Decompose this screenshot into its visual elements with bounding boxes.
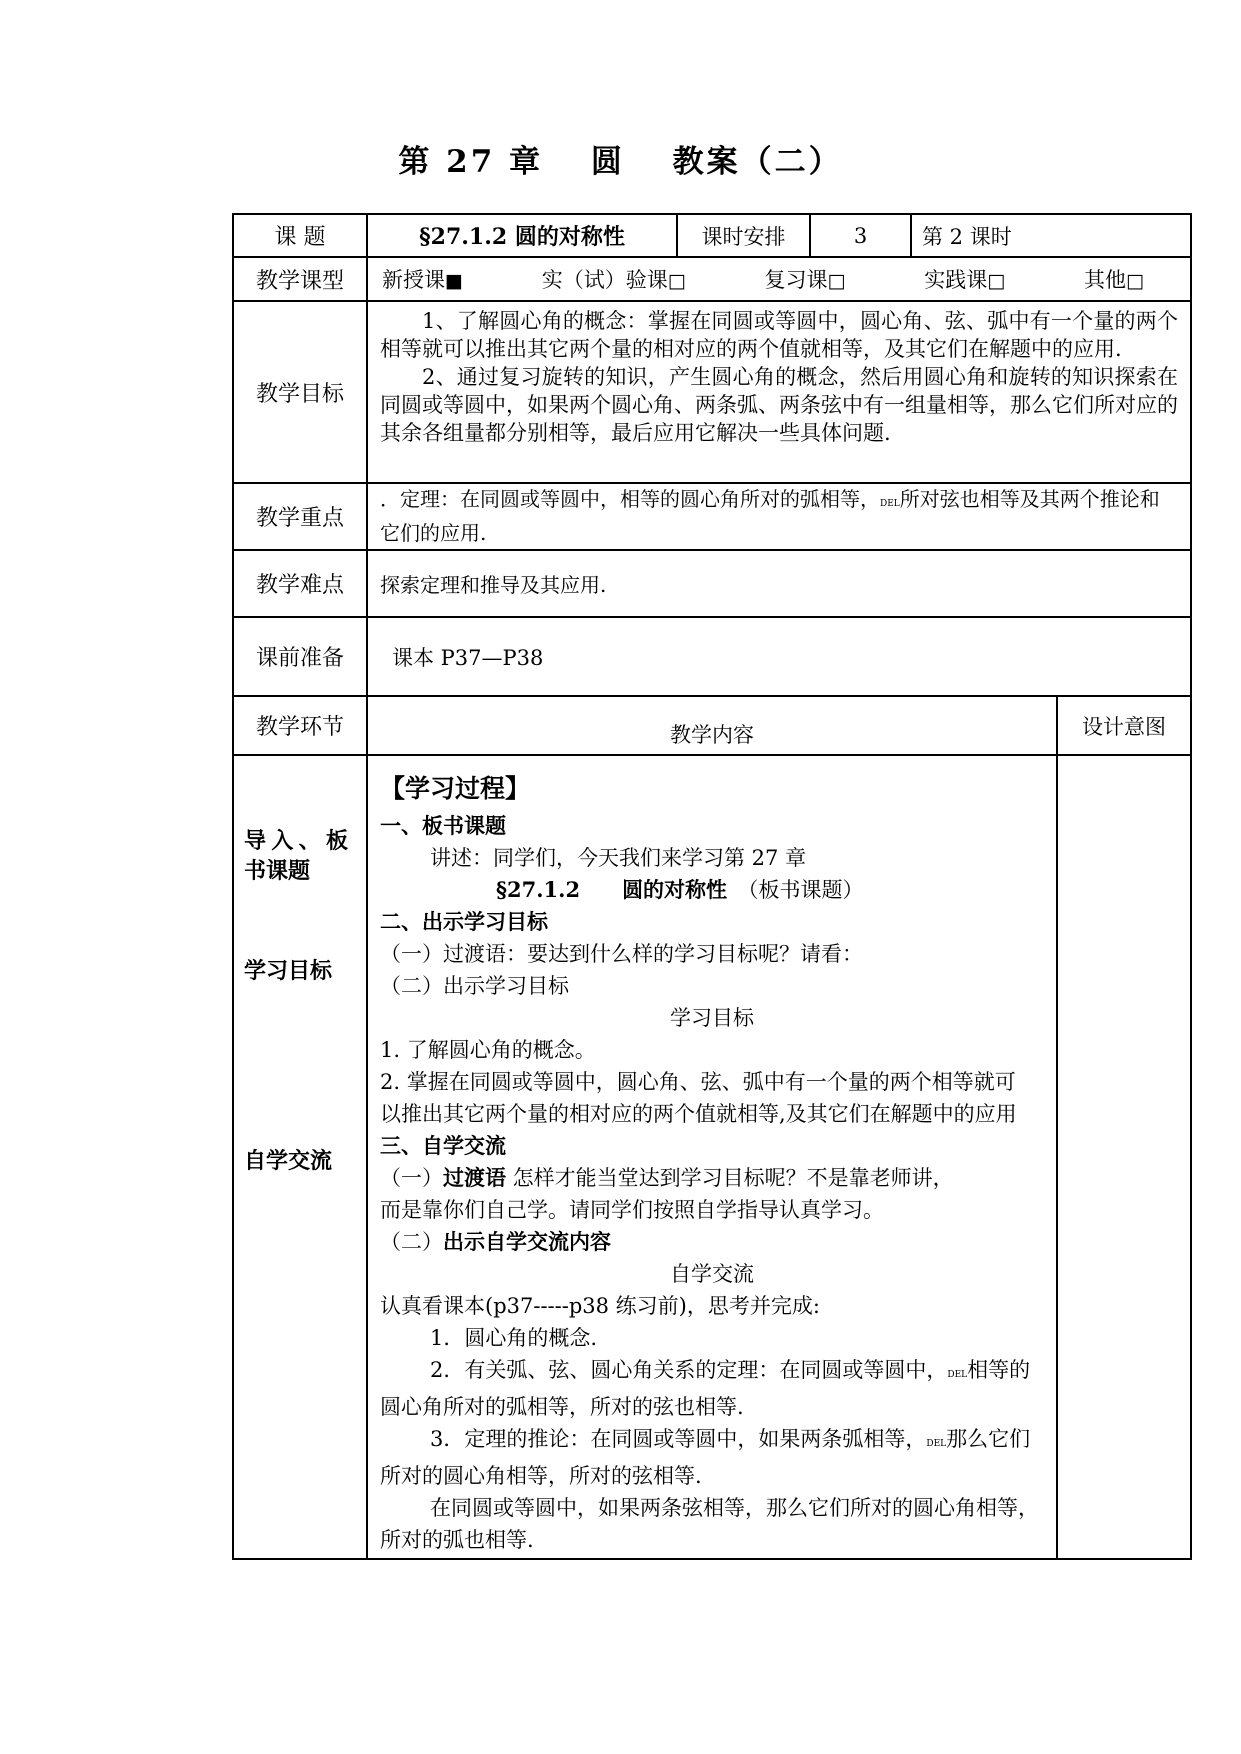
key-points-text-cont: 所对弦也相等及其两个推论和它们的应用. (380, 487, 1160, 545)
content-line (380, 906, 1044, 938)
content-text: 认真看课本(p37-----p38 练习前)，思考并完成: (380, 1294, 820, 1318)
content-line (380, 1002, 1044, 1034)
content-line (380, 768, 1044, 810)
content-line (380, 1098, 1044, 1130)
content-line (380, 1524, 1044, 1556)
table-row-difficulty (234, 551, 1190, 618)
content-line (380, 1130, 1044, 1162)
goals-label: 教学目标 (234, 302, 368, 482)
content-line (380, 1460, 1044, 1492)
content-text: 1．圆心角的概念. (430, 1326, 598, 1350)
goals-paragraph: 2、通过复习旋转的知识，产生圆心角的概念，然后用圆心角和旋转的知识探索在同圆或等圆中，如果两个圆心角、两条弧、两条弦中有一组量相等，那么它们所对应的其余各组量都分别相等，最后应用它解决一些具体问题. (380, 365, 1178, 445)
content-line (380, 1290, 1044, 1322)
key-points-label: 教学重点 (234, 484, 368, 549)
content-line (380, 874, 1044, 906)
session-number: 第 2 课时 (922, 224, 1012, 249)
content-text: 2．有关弧、弦、圆心角关系的定理：在同圆或等圆中， (430, 1358, 948, 1382)
intent-column-header: 设计意图 (1082, 714, 1166, 739)
table-row-section-header (234, 697, 1190, 756)
content-text: 学习目标 (670, 1006, 754, 1030)
content-text: 1. 了解圆心角的概念。 (380, 1038, 596, 1062)
lesson-plan-table (232, 213, 1192, 1560)
difficulty-label: 教学难点 (234, 551, 368, 616)
content-text: 而是靠你们自己学。请同学们按照自学指导认真学习。 (380, 1198, 884, 1222)
option-label: 实践课 (924, 268, 988, 292)
content-line (380, 1194, 1044, 1226)
content-line (380, 1354, 1044, 1391)
content-line (380, 1162, 1044, 1194)
content-text: （板书课题） (727, 878, 864, 902)
content-text: 出示自学交流内容 (443, 1229, 611, 1254)
design-intent-cell (1058, 756, 1190, 1558)
content-text: 那么它们 (946, 1427, 1031, 1451)
content-text: §27.1.2 (496, 877, 581, 902)
table-row-key-points (234, 484, 1190, 551)
content-line (380, 842, 1044, 874)
goals-paragraph: 1、了解圆心角的概念：掌握在同圆或等圆中，圆心角、弦、弧中有一个量的两个相等就可以推出其它两个量的相对应的两个值就相等，及其它们在解题中的应用. (380, 309, 1178, 361)
content-text: 所对的弧也相等. (380, 1528, 534, 1552)
content-text: 三、自学交流 (380, 1133, 506, 1158)
content-text: 2. 掌握在同圆或等圆中，圆心角、弦、弧中有一个量的两个相等就可 (380, 1070, 1016, 1094)
lesson-type-option (924, 264, 1005, 294)
lesson-type-option (382, 264, 463, 294)
preparation-content: 课本 P37—P38 (392, 645, 544, 670)
key-points-text: ．定理：在同圆或等圆中，相等的圆心角所对的弧相等， (380, 487, 880, 511)
del-marker: DEL (926, 1439, 947, 1449)
page-title: 第 27 章 圆 教案（二） (398, 144, 843, 180)
table-row-preparation (234, 618, 1190, 697)
content-text: 一、板书课题 (380, 813, 506, 838)
table-row-main (234, 756, 1190, 1558)
checkbox-empty-icon: □ (667, 270, 686, 292)
content-text: （二） (380, 1230, 443, 1254)
difficulty-content: 探索定理和推导及其应用. (380, 573, 607, 597)
goals-content (368, 302, 1190, 482)
content-text: 讲述：同学们，今天我们来学习第 27 章 (430, 846, 807, 870)
lesson-title: §27.1.2 圆的对称性 (368, 215, 678, 256)
content-line (380, 970, 1044, 1002)
content-text: 相等的 (967, 1358, 1031, 1382)
stage-label: 自学交流 (244, 1148, 333, 1174)
content-text: 二、出示学习目标 (380, 909, 548, 934)
schedule-value: 3 (811, 215, 912, 256)
del-marker: DEL (880, 499, 900, 509)
table-row-goals (234, 302, 1190, 484)
checkbox-empty-icon: □ (827, 270, 846, 292)
content-line (380, 938, 1044, 970)
stage-labels-cell (234, 756, 368, 1558)
stage-label: 导入、板书课题 (244, 828, 348, 884)
content-text: 在同圆或等圆中，如果两条弦相等，那么它们所对的圆心角相等， (430, 1496, 1039, 1520)
checkbox-empty-icon: □ (987, 270, 1006, 292)
checkbox-checked-icon: ■ (445, 270, 463, 292)
schedule-label: 课时安排 (678, 215, 811, 256)
option-label: 其他 (1084, 268, 1126, 292)
content-text: 圆的对称性 (622, 877, 728, 902)
content-text: 【学习过程】 (380, 774, 531, 803)
content-text: 以推出其它两个量的相对应的两个值就相等,及其它们在解题中的应用 (380, 1102, 1017, 1126)
topic-label: 课 题 (234, 215, 368, 256)
content-line (380, 1423, 1044, 1460)
content-text (580, 878, 622, 902)
content-line (380, 1034, 1044, 1066)
lesson-type-options (368, 258, 1190, 300)
table-row-topic (234, 215, 1190, 258)
content-line (380, 1322, 1044, 1354)
content-line (380, 1258, 1044, 1290)
option-label: 复习课 (764, 268, 828, 292)
option-label: 新授课 (382, 268, 445, 292)
content-line (380, 810, 1044, 842)
content-text: 过渡语 (443, 1165, 506, 1190)
content-text: 3．定理的推论：在同圆或等圆中，如果两条弧相等， (430, 1427, 927, 1451)
content-text: 自学交流 (670, 1262, 754, 1286)
lesson-type-option (542, 264, 686, 294)
teaching-content-cell (368, 756, 1058, 1558)
content-text: （一）过渡语：要达到什么样的学习目标呢？请看： (380, 942, 863, 966)
content-column-header: 教学内容 (368, 697, 1058, 754)
del-marker: DEL (947, 1370, 968, 1380)
table-row-lesson-type (234, 258, 1190, 302)
content-line (380, 1492, 1044, 1524)
key-points-content (368, 480, 1190, 553)
lesson-type-option (765, 264, 846, 294)
content-text: （二）出示学习目标 (380, 974, 569, 998)
content-line (380, 1391, 1044, 1423)
content-line (380, 1226, 1044, 1258)
stage-label: 学习目标 (244, 958, 333, 984)
lesson-type-label: 教学课型 (234, 258, 368, 300)
content-text: 圆心角所对的弧相等，所对的弦也相等. (380, 1395, 744, 1419)
stage-column-header: 教学环节 (234, 697, 368, 754)
checkbox-empty-icon: □ (1126, 270, 1144, 292)
preparation-label: 课前准备 (234, 618, 368, 695)
lesson-type-option (1084, 264, 1144, 294)
option-label: 实（试）验课 (541, 268, 668, 292)
content-text: 所对的圆心角相等，所对的弦相等. (380, 1464, 702, 1488)
content-text: 怎样才能当堂达到学习目标呢？不是靠老师讲， (506, 1166, 954, 1190)
content-line (380, 1066, 1044, 1098)
content-text: （一） (380, 1166, 443, 1190)
